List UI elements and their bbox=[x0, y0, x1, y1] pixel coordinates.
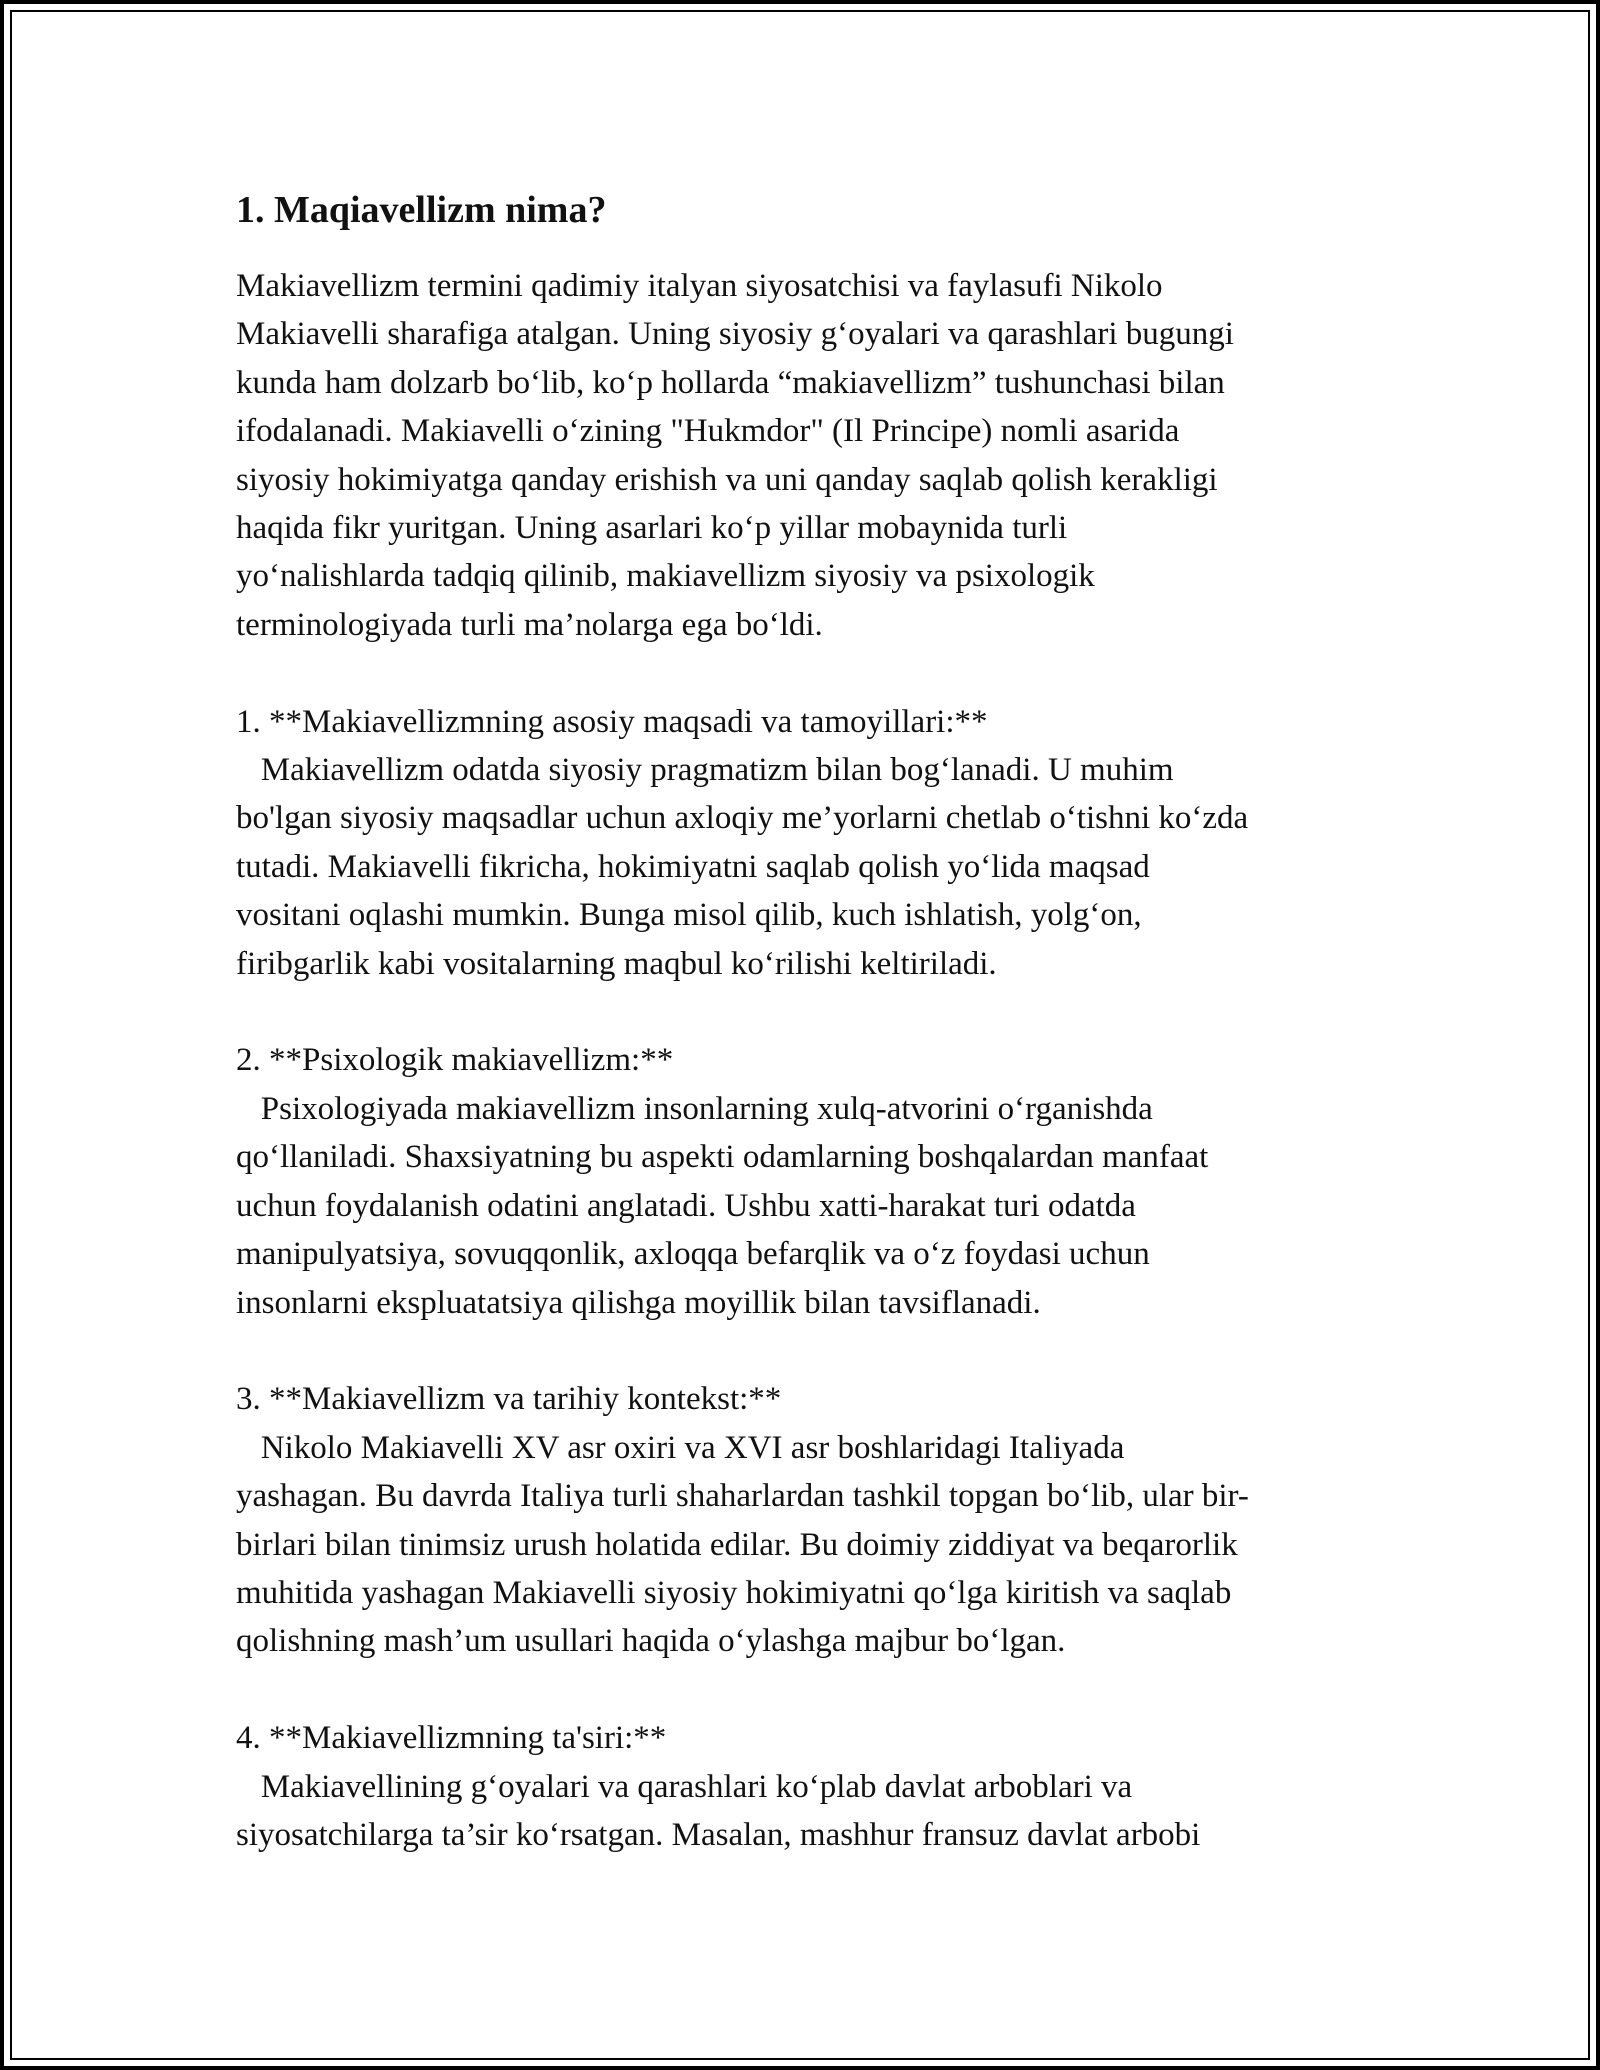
list-item-title: 2. **Psixologik makiavellizm:** bbox=[236, 1042, 674, 1079]
list-item bbox=[236, 1714, 1376, 1859]
list-item-body: Nikolo Makiavelli XV asr oxiri va XVI asr boshlaridagi Italiyada yashagan. Bu davrda Italiya turli shaharlardan tashkil topgan bo‘lib, ular bir- birlari bilan tinimsiz urush holatida edilar. Bu doimiy ziddiyat va beqarorlik muhitida yashagan Makiavelli siyosiy hokimiyatni qo‘lga kiritish va saqlab qolishning mash’um usullari haqida o‘ylashga majbur bo‘lgan. bbox=[236, 1429, 1249, 1660]
list-item bbox=[236, 1375, 1376, 1665]
list-item-body: Makiavellizm odatda siyosiy pragmatizm bilan bog‘lanadi. U muhim bo'lgan siyosiy maqsadlar uchun axloqiy me’yorlarni chetlab o‘tishni ko‘zda tutadi. Makiavelli fikricha, hokimiyatni saqlab qolish yo‘lida maqsad vositani oqlashi mumkin. Bunga misol qilib, kuch ishlatish, yolg‘on, firibgarlik kabi vositalarning maqbul ko‘rilishi keltiriladi. bbox=[236, 752, 1249, 982]
list-item bbox=[236, 698, 1376, 988]
paragraph-gap bbox=[236, 649, 1376, 697]
list-item-title: 4. **Makiavellizmning ta'siri:** bbox=[236, 1720, 667, 1757]
list-item-body: Psixologiyada makiavellizm insonlarning xulq-atvorini o‘rganishda qo‘llaniladi. Shaxsiyatning bu aspekti odamlarning boshqalardan manfaat uchun foydalanish odatini anglatadi. Ushbu xatti-harakat turi odatda manipulyatsiya, sovuqqonlik, axloqqa befarqlik va o‘z foydasi uchun insonlarni ekspluatatsiya qilishga moyillik bilan tavsiflanadi. bbox=[236, 1090, 1209, 1321]
paragraph-gap bbox=[236, 1666, 1376, 1714]
intro-paragraph: Makiavellizm termini qadimiy italyan siyosatchisi va faylasufi Nikolo Makiavelli sharafiga atalgan. Uning siyosiy g‘oyalari va qarashlari bugungi kunda ham dolzarb bo‘lib, ko‘p hollarda “makiavellizm” tushunchasi bilan ifodalanadi. Makiavelli o‘zining "Hukmdor" (Il Principe) nomli asarida siyosiy hokimiyatga qanday erishish va uni qanday saqlab qolish kerakligi haqida fikr yuritgan. Uning asarlari ko‘p yillar mobaynida turli yo‘nalishlarda tadqiq qilinib, makiavellizm siyosiy va psixologik terminologiyada turli ma’nolarga ega bo‘ldi. bbox=[236, 268, 1234, 643]
paragraph-gap bbox=[236, 1327, 1376, 1375]
list-item-body: Makiavellining g‘oyalari va qarashlari ko‘plab davlat arboblari va siyosatchilarga ta’sir ko‘rsatgan. Masalan, mashhur fransuz davlat arbobi bbox=[236, 1768, 1201, 1853]
list-item bbox=[236, 1036, 1376, 1326]
section-heading: 1. Maqiavellizm nima? bbox=[236, 189, 607, 231]
list-item-title: 1. **Makiavellizmning asosiy maqsadi va tamoyillari:** bbox=[236, 703, 988, 740]
document-content bbox=[236, 186, 1376, 1859]
paragraph-gap bbox=[236, 988, 1376, 1036]
list-item-title: 3. **Makiavellizm va tarihiy kontekst:** bbox=[236, 1381, 782, 1418]
